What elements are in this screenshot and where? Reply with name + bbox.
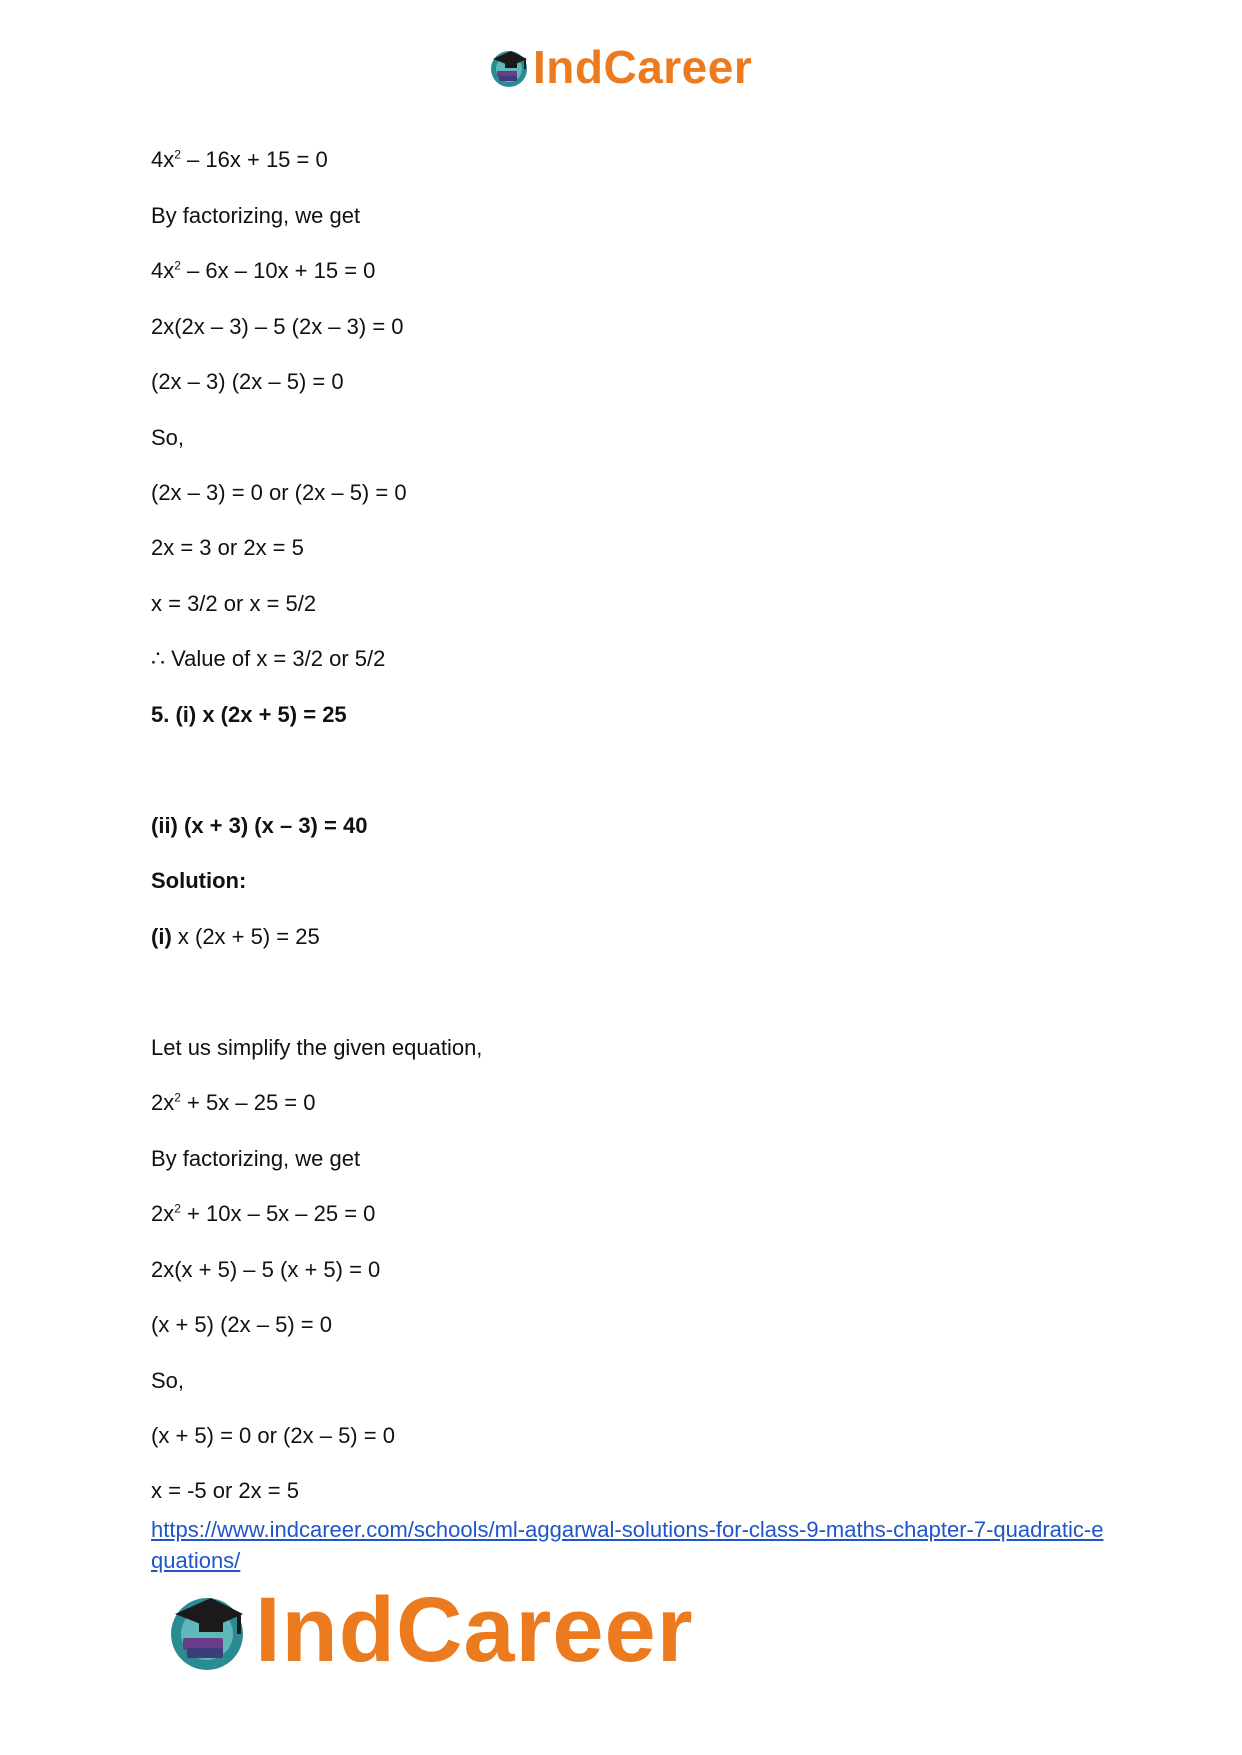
conclusion-line: ∴ Value of x = 3/2 or 5/2 <box>151 646 386 671</box>
equation-line: 2x(2x – 3) – 5 (2x – 3) = 0 <box>151 314 404 339</box>
text-line: By factorizing, we get <box>151 1146 361 1171</box>
equation-line: (x + 5) (2x – 5) = 0 <box>151 1312 332 1337</box>
footer-logo <box>163 1580 694 1680</box>
equation-line: (2x – 3) (2x – 5) = 0 <box>151 369 344 394</box>
text-line: Let us simplify the given equation, <box>151 1035 483 1060</box>
graduation-cap-icon <box>487 45 531 89</box>
header-logo <box>487 42 752 92</box>
question-heading: (ii) (x + 3) (x – 3) = 40 <box>151 813 368 838</box>
source-link[interactable]: https://www.indcareer.com/schools/ml-aggarwal-solutions-for-class-9-maths-chapter-7-quadratic-equations/ <box>151 1517 1104 1573</box>
graduation-cap-icon <box>163 1586 251 1674</box>
header-logo-text: IndCareer <box>533 41 753 93</box>
equation-line: x = 3/2 or x = 5/2 <box>151 591 317 616</box>
text-line: So, <box>151 1368 185 1393</box>
equation-line: (2x – 3) = 0 or (2x – 5) = 0 <box>151 480 407 505</box>
equation-line: $4x^2 - 6x - 10x + 15 = 0$ <box>151 258 376 283</box>
text-line: By factorizing, we get <box>151 203 361 228</box>
text-line: So, <box>151 425 185 450</box>
equation-line: 2x = 3 or 2x = 5 <box>151 535 304 560</box>
equation-line: (x + 5) = 0 or (2x – 5) = 0 <box>151 1423 395 1448</box>
equation-line: $4x^2 - 16x + 15 = 0$ <box>151 147 328 172</box>
solution-heading: Solution: <box>151 868 247 893</box>
footer-logo-text: IndCareer <box>255 1579 694 1681</box>
equation-line: (i) x (2x + 5) = 25 <box>151 924 320 949</box>
equation-line: x = -5 or 2x = 5 <box>151 1478 299 1503</box>
equation-line: $2x^2 + 10x - 5x - 25 = 0$ <box>151 1201 376 1226</box>
equation-line: $2x^2 + 5x - 25 = 0$ <box>151 1090 316 1115</box>
equation-line: 2x(x + 5) – 5 (x + 5) = 0 <box>151 1257 381 1282</box>
question-heading: 5. (i) x (2x + 5) = 25 <box>151 702 347 727</box>
